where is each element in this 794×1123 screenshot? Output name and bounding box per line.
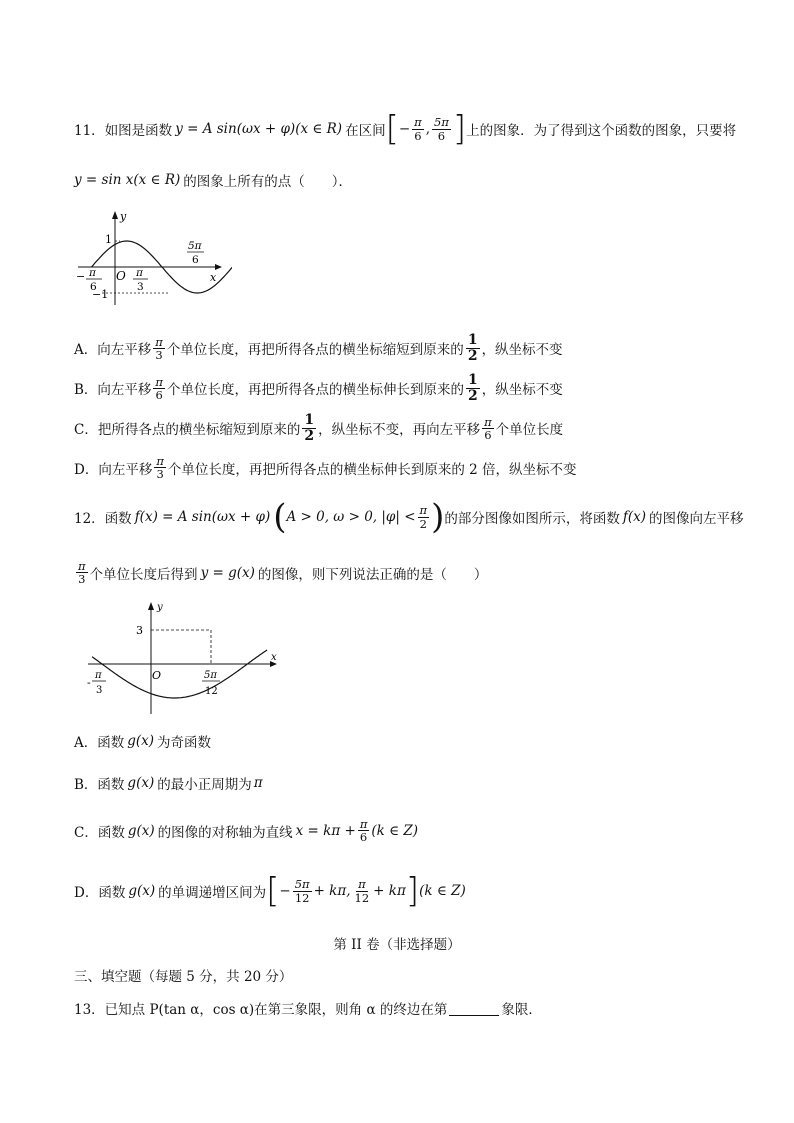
- q11-after-interval: 上的图象．为了得到这个函数的图象，只要将: [466, 123, 737, 139]
- q12-intro: 函数: [104, 511, 132, 527]
- q11-interval-left: $\frac{\pi}{6}$: [414, 115, 422, 143]
- q11-option-a[interactable]: A． 向左平移 $\frac{\pi}{3}$ 个单位长度，再把所得各点的横坐标缩短到原来的 $\frac{1}{2}$ ，纵坐标不变: [74, 332, 563, 364]
- q12-origin: O: [152, 669, 162, 682]
- q12-sine-curve: [92, 650, 267, 698]
- q11-label-neg-one: −1: [92, 288, 109, 301]
- q12-5pi12-den: 12: [205, 686, 218, 697]
- q11-intro: 如图是函数: [104, 123, 173, 139]
- q11-option-d[interactable]: D． 向左平移 $\frac{\pi}{3}$ 个单位长度，再把所得各点的横坐标伸长到原来的 2 倍，纵坐标不变: [74, 454, 577, 482]
- q11-line1: 11． 如图是函数 y = A sin(ωx + φ)(x ∈ R) 在区间 [ − $\frac{\pi}{6}$ , $\frac{5\pi}{6}$ ] 上的图象．为了得到这个函数的图象，只要将: [74, 109, 737, 149]
- q12-cond: A > 0, ω > 0, |φ| <: [286, 509, 416, 525]
- q12-number: 12．: [74, 511, 105, 527]
- q12-line2: $\frac{\pi}{3}$ 个单位长度后得到 y = g(x) 的图像，则下列说法正确的是（ ）: [78, 559, 488, 587]
- q13-text1: 13．已知点 P(tan α，cos α)在第三象限，则角 α 的终边在第: [74, 1002, 448, 1018]
- q11-5pi6-den: 6: [192, 254, 199, 266]
- q11-pi3-num: π: [136, 267, 143, 279]
- q12-neg-pi3-den: 3: [96, 685, 103, 696]
- q11-option-b[interactable]: B． 向左平移 $\frac{\pi}{6}$ 个单位长度，再把所得各点的横坐标伸长到原来的 $\frac{1}{2}$ ，纵坐标不变: [74, 372, 563, 404]
- q11-line2-func: y = sin x(x ∈ R): [74, 172, 181, 188]
- q11-x-label: x: [210, 271, 217, 284]
- q11-origin: O: [116, 269, 126, 283]
- section-title: 第 II 卷（非选择题）: [333, 937, 461, 953]
- svg-text:−: −: [76, 270, 86, 283]
- q12-after: 的部分图像如图所示，将函数: [444, 511, 620, 527]
- q11-in-interval: 在区间: [345, 123, 386, 139]
- q11-number: 11．: [74, 123, 105, 139]
- q12-func: f(x) = A sin(ωx + φ): [134, 509, 271, 525]
- q12-neg-pi3-num: π: [95, 670, 102, 681]
- q12-label-three: 3: [136, 624, 143, 637]
- q11-neg-pi6-den: 6: [90, 281, 97, 293]
- q12-option-d[interactable]: D． 函数 g(x) 的单调递增区间为 [ − $\frac{5\pi}{12}$ + kπ, $\frac{\pi}{12}$ + kπ ] (k ∈ Z): [74, 871, 466, 911]
- q11-x-arrow-icon: [215, 264, 222, 270]
- q11-y-label: y: [120, 210, 127, 223]
- q11-line2-text: 的图象上所有的点（ ）．: [183, 174, 353, 190]
- q11-neg-pi6-num: π: [89, 267, 96, 279]
- q12-y-arrow-icon: [148, 602, 154, 610]
- q13-answer-blank[interactable]: [449, 1001, 499, 1016]
- svg-text:-: -: [87, 676, 91, 689]
- q12-y-label: y: [157, 602, 163, 613]
- q11-bracket-right: ]: [452, 109, 467, 149]
- q11-func: y = A sin(ωx + φ)(x ∈ R): [175, 121, 343, 137]
- q11-pi3-den: 3: [137, 281, 144, 293]
- q12-option-c[interactable]: C． 函数 g(x) 的图像的对称轴为直线 x = kπ + $\frac{\pi}{6}$ (k ∈ Z): [74, 817, 419, 845]
- q11-option-c[interactable]: C． 把所得各点的横坐标缩短到原来的 $\frac{1}{2}$ ，纵坐标不变，再向左平移 $\frac{\pi}{6}$ 个单位长度: [74, 412, 564, 444]
- q12-graph: [84, 598, 284, 718]
- q11-label-one: 1: [105, 233, 112, 246]
- q12-option-a[interactable]: A． 函数 g(x) 为奇函数: [74, 733, 212, 751]
- section-part3: 三、填空题（每题 5 分，共 20 分）: [74, 969, 293, 985]
- q12-line1: 12． 函数 f(x) = A sin(ωx + φ) ( A > 0, ω > 0, |φ| < $\frac{\pi}{2}$ ) 的部分图像如图所示，将函数 f(x) 的图像向左平移: [74, 497, 744, 537]
- q12-x-label: x: [271, 652, 277, 663]
- q13: [74, 998, 542, 1018]
- q12-5pi12-num: 5π: [204, 670, 217, 681]
- q11-bracket-left: [: [385, 109, 399, 149]
- q11-interval-right: $\frac{5\pi}{6}$: [434, 115, 449, 143]
- q11-graph: [72, 205, 232, 310]
- q13-text2: 象限．: [501, 1002, 542, 1018]
- q11-y-arrow-icon: [112, 211, 118, 219]
- q11-5pi6-num: 5π: [188, 240, 202, 252]
- q11-line2: [74, 170, 352, 190]
- q12-option-b[interactable]: B． 函数 g(x) 的最小正周期为 π: [74, 775, 263, 793]
